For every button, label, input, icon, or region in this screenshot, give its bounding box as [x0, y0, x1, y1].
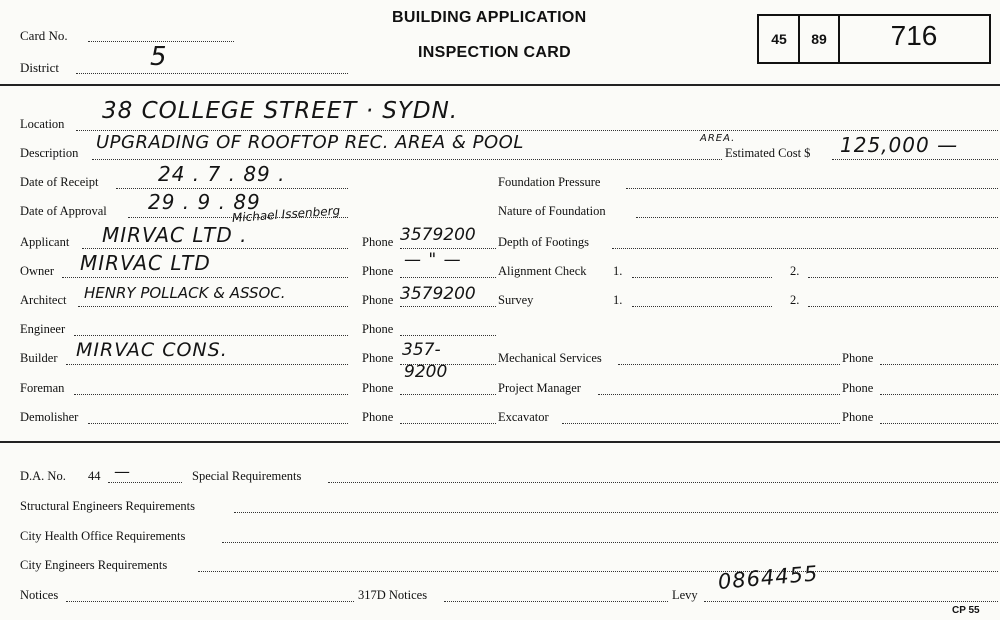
- foreman-phone-line: [400, 394, 496, 395]
- depth-of-footings-line: [612, 248, 998, 249]
- card-code-2: 89: [811, 31, 827, 47]
- da-no-dash: —: [114, 462, 131, 481]
- excavator-label: Excavator: [498, 410, 549, 424]
- builder-value: MIRVAC CONS.: [76, 339, 228, 361]
- builder-label: Builder: [20, 351, 58, 365]
- city-engineers-line: [198, 571, 998, 572]
- estimated-cost-label: Estimated Cost $: [725, 146, 811, 160]
- alignment-check-n1: 1.: [613, 264, 623, 278]
- foundation-pressure-label: Foundation Pressure: [498, 175, 601, 189]
- district-label: District: [20, 60, 59, 75]
- architect-phone: 3579200: [400, 284, 476, 304]
- mechanical-services-phone-label: Phone: [842, 351, 874, 365]
- date-of-approval-value: 29 . 9 . 89: [148, 190, 261, 214]
- description-superscript: AREA.: [700, 133, 736, 144]
- applicant-line: [82, 248, 348, 249]
- foundation-pressure-line: [626, 188, 998, 189]
- owner-label: Owner: [20, 264, 55, 278]
- nature-of-foundation-line: [636, 217, 998, 218]
- owner-phone: — " —: [404, 250, 462, 270]
- architect-line: [78, 306, 348, 307]
- alignment-check-n2: 2.: [790, 264, 800, 278]
- estimated-cost-value: 125,000 —: [840, 133, 959, 157]
- city-engineers-label: City Engineers Requirements: [20, 558, 168, 572]
- applicant-phone: 3579200: [400, 225, 476, 245]
- card-code-1: 45: [771, 31, 787, 47]
- levy-label: Levy: [672, 588, 698, 602]
- health-line: [222, 542, 998, 543]
- mechanical-services-label: Mechanical Services: [498, 351, 602, 365]
- project-manager-phone-label: Phone: [842, 381, 874, 395]
- alignment-check-line2: [808, 277, 998, 278]
- excavator-line: [562, 423, 840, 424]
- excavator-phone-label: Phone: [842, 410, 874, 424]
- owner-line: [62, 277, 348, 278]
- survey-n1: 1.: [613, 293, 623, 307]
- builder-phone-line2: 9200: [404, 362, 448, 382]
- description-line: [92, 159, 722, 160]
- project-manager-phone-line: [880, 394, 998, 395]
- architect-phone-line: [400, 306, 496, 307]
- engineer-phone-label: Phone: [362, 322, 394, 336]
- special-requirements-line: [328, 482, 998, 483]
- project-manager-line: [598, 394, 840, 395]
- special-requirements-label: Special Requirements: [192, 469, 302, 483]
- date-of-receipt-value: 24 . 7 . 89 .: [158, 162, 286, 186]
- top-rule: [0, 84, 1000, 86]
- builder-line: [66, 364, 348, 365]
- approval-signature: Michael Issenberg: [231, 203, 341, 225]
- location-value: 38 COLLEGE STREET · SYDN.: [102, 98, 459, 124]
- demolisher-phone-line: [400, 423, 496, 424]
- location-label: Location: [20, 117, 65, 131]
- architect-value: HENRY POLLACK & ASSOC.: [84, 284, 286, 302]
- nature-of-foundation-label: Nature of Foundation: [498, 204, 606, 218]
- structural-line: [234, 512, 998, 513]
- mechanical-services-phone-line: [880, 364, 998, 365]
- notices-line: [66, 601, 354, 602]
- demolisher-label: Demolisher: [20, 410, 79, 424]
- district-line: [76, 73, 348, 74]
- card-no-label: Card No.: [20, 28, 68, 43]
- owner-phone-line: [400, 277, 496, 278]
- builder-phone-line1: 357-: [402, 340, 441, 360]
- da-no-label: D.A. No.: [20, 469, 66, 483]
- foreman-line: [74, 394, 348, 395]
- survey-line2: [808, 306, 998, 307]
- form-code: CP 55: [952, 605, 980, 616]
- survey-n2: 2.: [790, 293, 800, 307]
- card-number: 716: [890, 20, 938, 51]
- applicant-value: MIRVAC LTD .: [102, 223, 248, 247]
- date-of-receipt-label: Date of Receipt: [20, 175, 99, 189]
- description-label: Description: [20, 146, 79, 160]
- applicant-phone-label: Phone: [362, 235, 394, 249]
- location-line: [76, 130, 998, 131]
- structural-label: Structural Engineers Requirements: [20, 499, 195, 513]
- notices-label: Notices: [20, 588, 59, 602]
- applicant-label: Applicant: [20, 235, 70, 249]
- excavator-phone-line: [880, 423, 998, 424]
- applicant-phone-line: [400, 248, 496, 249]
- estimated-cost-line: [832, 159, 998, 160]
- demolisher-line: [88, 423, 348, 424]
- architect-label: Architect: [20, 293, 67, 307]
- builder-phone-label: Phone: [362, 351, 394, 365]
- da-no-line: [108, 482, 182, 483]
- description-value: UPGRADING OF ROOFTOP REC. AREA & POOL: [96, 132, 524, 153]
- district-value: 5: [150, 42, 168, 72]
- levy-value: 0864455: [716, 561, 820, 594]
- middle-rule: [0, 441, 1000, 443]
- mechanical-services-line: [618, 364, 840, 365]
- foreman-phone-label: Phone: [362, 381, 394, 395]
- alignment-check-line1: [632, 277, 772, 278]
- date-of-receipt-line: [116, 188, 348, 189]
- card-title-line1: BUILDING APPLICATION: [392, 9, 587, 26]
- depth-of-footings-label: Depth of Footings: [498, 235, 589, 249]
- owner-value: MIRVAC LTD: [80, 251, 211, 275]
- card-title-line2: INSPECTION CARD: [418, 44, 571, 61]
- foreman-label: Foreman: [20, 381, 65, 395]
- demolisher-phone-label: Phone: [362, 410, 394, 424]
- project-manager-label: Project Manager: [498, 381, 581, 395]
- notices-317d-label: 317D Notices: [358, 588, 428, 602]
- date-of-approval-label: Date of Approval: [20, 204, 107, 218]
- engineer-line: [74, 335, 348, 336]
- levy-line: [704, 601, 998, 602]
- survey-line1: [632, 306, 772, 307]
- survey-label: Survey: [498, 293, 534, 307]
- engineer-label: Engineer: [20, 322, 66, 336]
- da-no-value: 44: [88, 469, 101, 483]
- notices-317d-line: [444, 601, 668, 602]
- owner-phone-label: Phone: [362, 264, 394, 278]
- health-label: City Health Office Requirements: [20, 529, 186, 543]
- architect-phone-label: Phone: [362, 293, 394, 307]
- engineer-phone-line: [400, 335, 496, 336]
- alignment-check-label: Alignment Check: [498, 264, 587, 278]
